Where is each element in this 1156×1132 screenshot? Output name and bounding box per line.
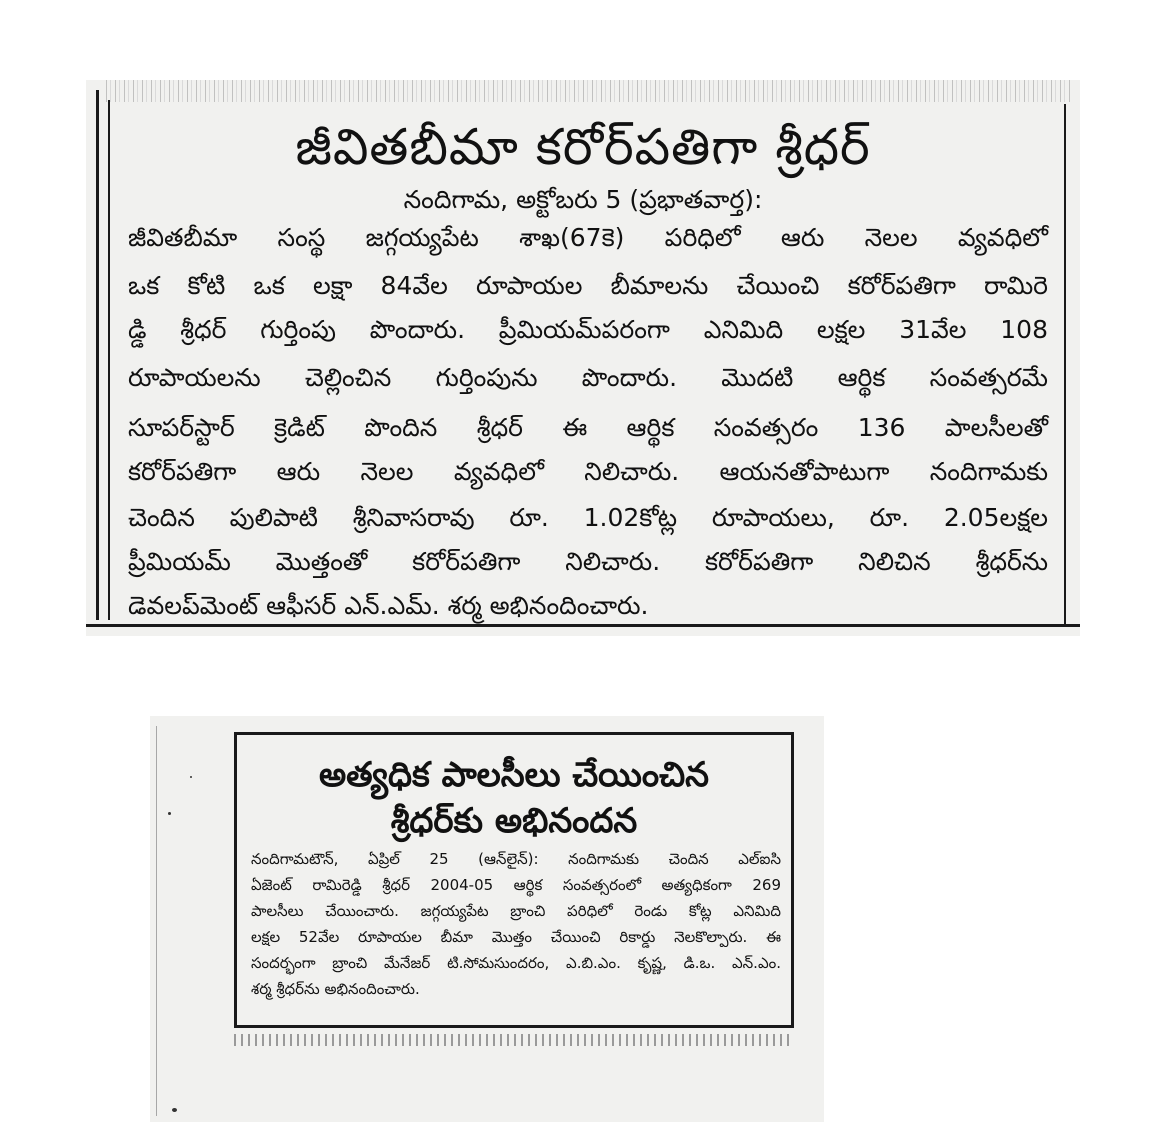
clipping2-headline-line2: శ్రీధర్‌కు అభినందన	[390, 801, 638, 841]
news-clipping-1	[86, 80, 1080, 636]
clipping1-body-line: సూపర్‌స్టార్ క్రెడిట్ పొందిన శ్రీధర్ ఈ ఆర్థిక సంవత్సరం 136 పాలసీలతో	[128, 413, 1048, 442]
left-scan-edge	[156, 726, 157, 1116]
clipping2-body-line-last: శర్మ శ్రీధర్‌ను అభినందించారు.	[251, 980, 420, 998]
clipping1-body-line: ఒక కోటి ఒక లక్షా 84వేల రూపాయల బీమాలను చేయించి కరోర్‌పతిగా రామిరె	[128, 271, 1048, 300]
clipping1-dateline: నందిగామ, అక్టోబరు 5 (ప్రభాతవార్త):	[403, 185, 763, 214]
scan-speck	[168, 812, 171, 815]
scan-noise-top	[106, 80, 1070, 102]
scan-speck	[190, 776, 192, 778]
scan-hatch-bottom	[234, 1034, 794, 1046]
clipping1-body-line: చెందిన పులిపాటి శ్రీనివాసరావు రూ. 1.02కోట్ల రూపాయలు, రూ. 2.05లక్షల	[128, 503, 1048, 532]
left-border-rule-inner	[108, 100, 110, 620]
clipping2-body-line: ఏజెంట్ రామిరెడ్డి శ్రీధర్ 2004-05 ఆర్థిక సంవత్సరంలో అత్యధికంగా 269	[251, 876, 781, 894]
scan-speck	[172, 1108, 177, 1112]
clipping1-body-line: డ్డి శ్రీధర్ గుర్తింపు పొందారు. ప్రీమియమ్‌పరంగా ఎనిమిది లక్షల 31వేల 108	[128, 315, 1048, 344]
clipping1-headline: జీవితబీమా కరోర్‌పతిగా శ్రీధర్	[295, 118, 871, 176]
clipping2-body-line: నందిగామటౌన్, ఏప్రిల్ 25 (ఆన్‌లైన్): నందిగామకు చెందిన ఎల్ఐసి	[251, 850, 781, 868]
clipping2-frame	[234, 732, 794, 1028]
clipping1-body-line-last: డెవలప్‌మెంట్ ఆఫీసర్ ఎన్.ఎమ్. శర్మ అభినందించారు.	[128, 591, 649, 620]
clipping2-body-line: లక్షల 52వేల రూపాయల బీమా మొత్తం చేయించి రికార్డు నెలకొల్పారు. ఈ	[251, 928, 781, 946]
clipping2-headline-line1: అత్యధిక పాలసీలు చేయించిన	[318, 755, 710, 795]
news-clipping-2	[150, 716, 824, 1122]
clipping1-body-line: జీవితబీమా సంస్థ జగ్గయ్యపేట శాఖ(67కె) పరిధిలో ఆరు నెలల వ్యవధిలో	[128, 223, 1048, 252]
clipping1-body-line: ప్రీమియమ్ మొత్తంతో కరోర్‌పతిగా నిలిచారు. కరోర్‌పతిగా నిలిచిన శ్రీధర్‌ను	[128, 547, 1048, 576]
clipping2-body-line: సందర్భంగా బ్రాంచి మేనేజర్ టి.సోమసుందరం, ఎ.బి.ఎం. కృష్ణ, డి.ఒ. ఎన్.ఎం.	[251, 954, 781, 972]
clipping1-body-line: కరోర్‌పతిగా ఆరు నెలల వ్యవధిలో నిలిచారు. ఆయనతోపాటుగా నందిగామకు	[128, 457, 1048, 486]
left-border-rule-outer	[96, 90, 99, 620]
right-border-rule	[1064, 104, 1066, 624]
bottom-border-rule	[86, 624, 1080, 627]
clipping1-body-line: రూపాయలను చెల్లించిన గుర్తింపును పొందారు. మొదటి ఆర్థిక సంవత్సరమే	[128, 363, 1048, 392]
clipping2-body-line: పాలసీలు చేయించారు. జగ్గయ్యపేట బ్రాంచి పరిధిలో రెండు కోట్ల ఎనిమిది	[251, 902, 781, 920]
